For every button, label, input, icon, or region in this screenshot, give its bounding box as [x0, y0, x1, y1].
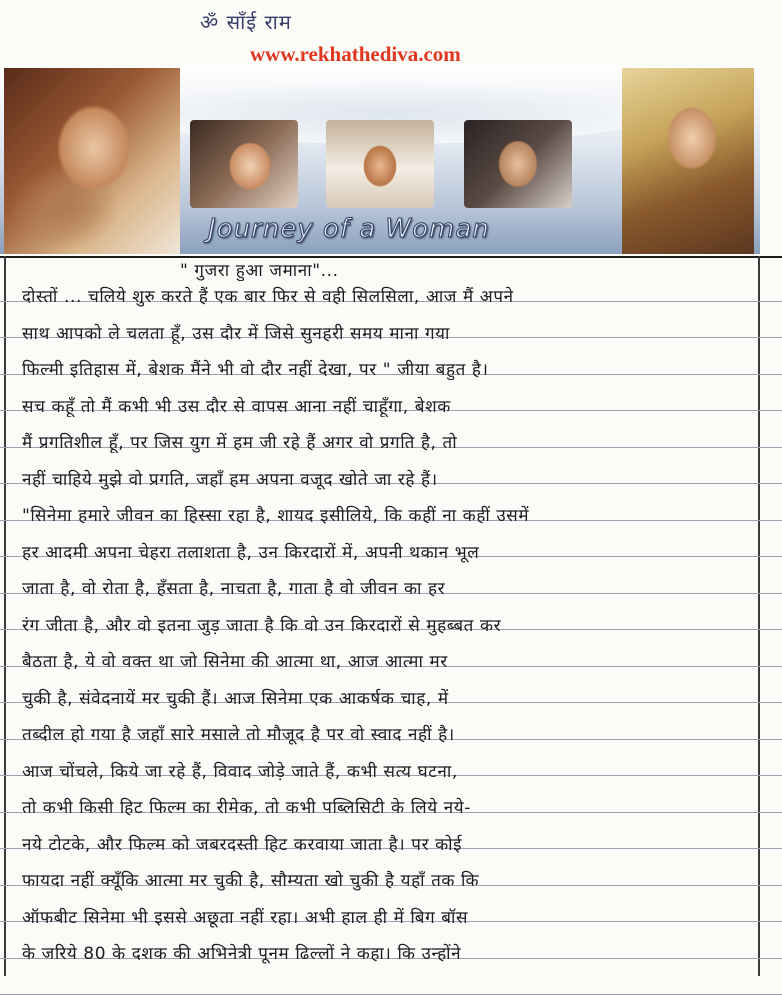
letter-line: रंग जीता है, और वो इतना जुड़ जाता है कि वो उन किरदारों से मुहब्बत कर	[22, 615, 502, 636]
portrait-small-2	[326, 120, 434, 208]
portrait-small-3	[464, 120, 572, 208]
letter-line: फायदा नहीं क्यूँकि आत्मा मर चुकी है, सौम्यता खो चुकी है यहाँ तक कि	[22, 871, 480, 891]
letter-line: मैं प्रगतिशील हूँ, पर जिस युग में हम जी रहे हैं अगर वो प्रगति है, तो	[22, 433, 458, 453]
invocation-heading: ॐ साँई राम	[200, 10, 292, 34]
letter-line: तो कभी किसी हिट फिल्म का रीमेक, तो कभी पब्लिसिटी के लिये नये-	[22, 798, 471, 818]
portrait-left-large	[4, 68, 180, 254]
letter-title: " गुजरा हुआ जमाना"...	[180, 261, 339, 281]
letter-line: साथ आपको ले चलता हूँ, उस दौर में जिसे सुनहरी समय माना गया	[22, 323, 450, 344]
left-margin-line	[4, 256, 6, 976]
letter-line: हर आदमी अपना चेहरा तलाशता है, उन किरदारों में, अपनी थकान भूल	[22, 542, 480, 563]
portrait-right-large	[622, 68, 754, 254]
letter-line: ऑफबीट सिनेमा भी इससे अछूता नहीं रहा। अभी हाल ही में बिग बॉस	[22, 907, 469, 928]
banner-title: Journey of a Woman	[208, 214, 490, 244]
letter-line: तब्दील हो गया है जहाँ सारे मसाले तो मौजूद है पर वो स्वाद नहीं है।	[22, 725, 455, 745]
portrait-small-1	[190, 120, 298, 208]
letter-line: "सिनेमा हमारे जीवन का हिस्सा रहा है, शायद इसीलिये, कि कहीं ना कहीं उसमें	[22, 506, 530, 526]
letter-line: बैठता है, ये वो वक्त था जो सिनेमा की आत्मा था, आज आत्मा मर	[22, 652, 448, 672]
website-url: www.rekhathediva.com	[250, 42, 461, 66]
letter-line: चुकी है, संवेदनायें मर चुकी हैं। आज सिनेमा एक आकर्षक चाह, में	[22, 688, 449, 709]
letter-line: नहीं चाहिये मुझे वो प्रगति, जहाँ हम अपना वजूद खोते जा रहे हैं।	[22, 469, 438, 490]
letter-line: नये टोटके, और फिल्म को जबरदस्ती हिट करवाया जाता है। पर कोई	[22, 834, 463, 855]
banner	[0, 66, 760, 254]
ruled-letter	[0, 256, 782, 976]
letter-line: जाता है, वो रोता है, हँसता है, नाचता है, गाता है वो जीवन का हर	[22, 579, 446, 599]
letter-line: आज चोंचले, किये जा रहे हैं, विवाद जोड़े जाते हैं, कभी सत्य घटना,	[22, 761, 458, 782]
letter-line: के जरिये 80 के दशक की अभिनेत्री पूनम ढिल्लों ने कहा। कि उन्होंने	[22, 944, 462, 964]
letter-line: फिल्मी इतिहास में, बेशक मैंने भी वो दौर नहीं देखा, पर " जीया बहुत है।	[22, 360, 489, 380]
right-margin-line	[758, 256, 760, 976]
letter-line: सच कहूँ तो मैं कभी भी उस दौर से वापस आना नहीं चाहूँगा, बेशक	[22, 396, 451, 417]
letter-line: दोस्तों ... चलिये शुरु करते हैं एक बार फिर से वही सिलसिला, आज मैं अपने	[22, 287, 514, 307]
